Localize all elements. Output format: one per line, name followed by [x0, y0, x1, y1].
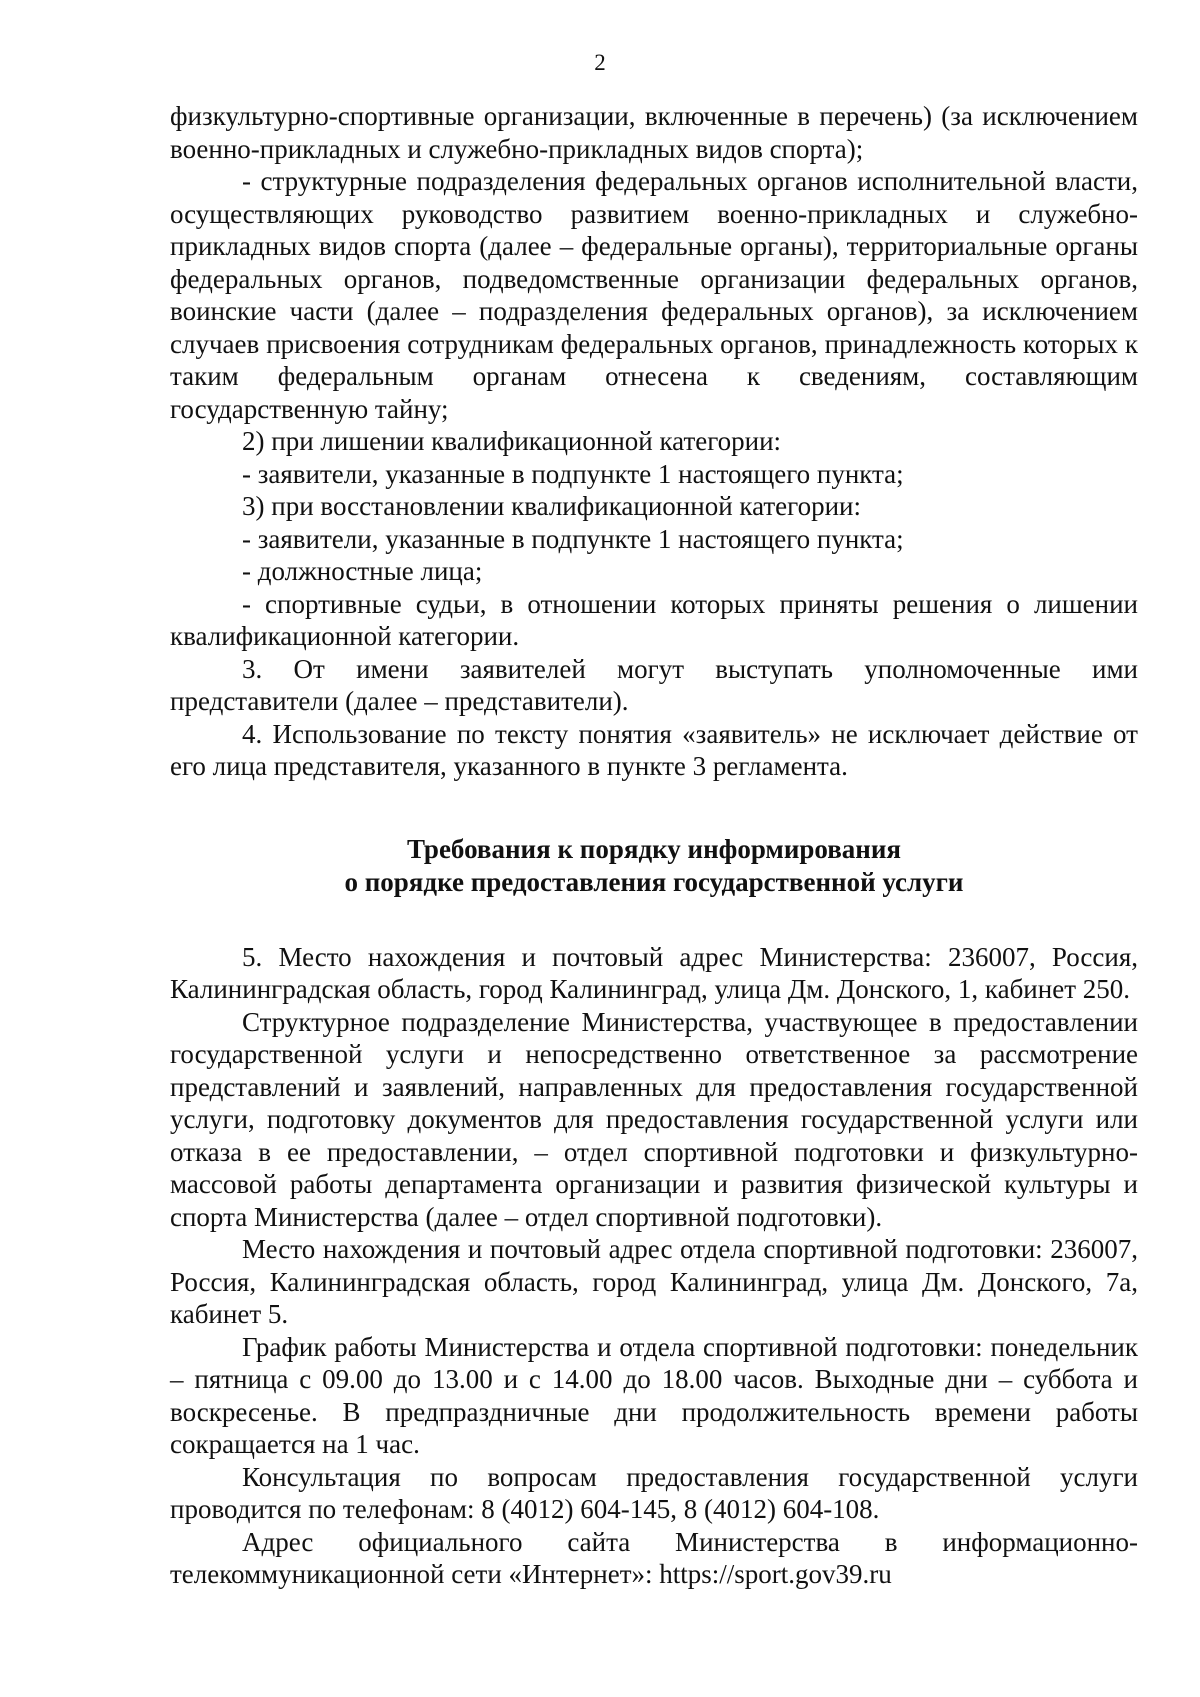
paragraph: 4. Использование по тексту понятия «заявитель» не исключает действие от его лица представителя, указанного в пункте 3 регламента.: [170, 718, 1138, 781]
top-paragraphs: [170, 100, 1138, 783]
section-heading: [170, 833, 1138, 899]
paragraph: - заявители, указанные в подпункте 1 настоящего пункта;: [242, 458, 904, 489]
paragraph: - структурные подразделения федеральных органов исполнительной власти, осуществляющих руководство развитием военно-прикладных и служебно-прикладных видов спорта (далее – федеральные органы), территориальные органы федеральных органов, подведомственные организации федеральных органов, воинские части (далее – подразделения федеральных органов), за исключением случаев присвоения сотрудникам федеральных органов, принадлежность которых к таким федеральным органам отнесена к сведениям, составляющим государственную тайну;: [170, 166, 1138, 424]
paragraph: Структурное подразделение Министерства, участвующее в предоставлении государственной услуги и непосредственно ответственное за рассмотрение представлений и заявлений, направленных для предоставления государственной услуги, подготовку документов для предоставления государственной услуги или отказа в ее предоставлении, – отдел спортивной подготовки и физкультурно-массовой работы департамента организации и развития физической культуры и спорта Министерства (далее – отдел спортивной подготовки).: [170, 1006, 1138, 1232]
section-heading-line-1: Требования к порядку информирования: [406, 833, 902, 864]
paragraph: 3. От имени заявителей могут выступать уполномоченные ими представители (далее – представители).: [170, 653, 1138, 716]
page-number: 2: [594, 50, 606, 75]
section-heading-line-2: о порядке предоставления государственной услуги: [344, 866, 964, 897]
paragraph: 3) при восстановлении квалификационной категории:: [242, 491, 861, 521]
bottom-paragraphs: [170, 941, 1138, 1591]
paragraph: Адрес официального сайта Министерства в информационно-телекоммуникационной сети «Интернет»: https://sport.gov39.ru: [170, 1526, 1138, 1589]
paragraph: 5. Место нахождения и почтовый адрес Министерства: 236007, Россия, Калининградская область, город Калининград, улица Дм. Донского, 1, кабинет 250.: [170, 941, 1138, 1004]
paragraph: Консультация по вопросам предоставления государственной услуги проводится по телефонам: 8 (4012) 604-145, 8 (4012) 604-108.: [170, 1461, 1138, 1524]
paragraph: - спортивные судьи, в отношении которых приняты решения о лишении квалификационной категории.: [170, 588, 1138, 651]
paragraph: - заявители, указанные в подпункте 1 настоящего пункта;: [242, 523, 904, 554]
paragraph: - должностные лица;: [242, 556, 483, 586]
paragraph: 2) при лишении квалификационной категории:: [242, 426, 782, 456]
paragraph: физкультурно-спортивные организации, включенные в перечень) (за исключением военно-прикладных и служебно-прикладных видов спорта);: [170, 101, 1138, 164]
document-body: [170, 100, 1138, 1591]
paragraph: График работы Министерства и отдела спортивной подготовки: понедельник – пятница с 09.00 до 13.00 и с 14.00 до 18.00 часов. Выходные дни – суббота и воскресенье. В предпраздничные дни продолжительность времени работы сокращается на 1 час.: [170, 1331, 1138, 1459]
paragraph: Место нахождения и почтовый адрес отдела спортивной подготовки: 236007, Россия, Калининградская область, город Калининград, улица Дм. Донского, 7а, кабинет 5.: [170, 1234, 1138, 1329]
